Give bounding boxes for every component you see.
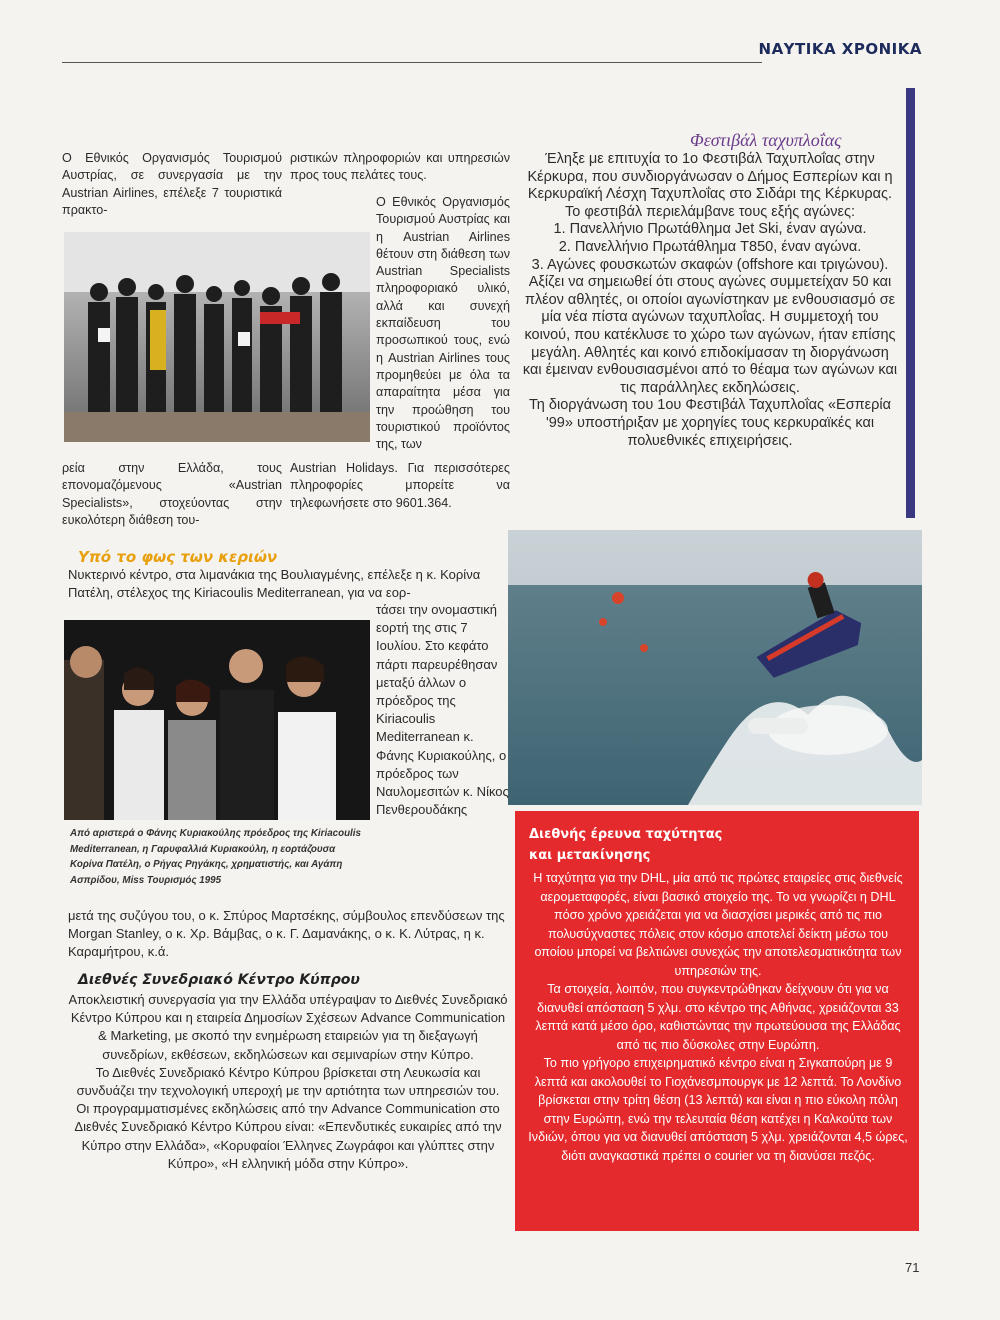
magazine-title: ΝΑΥΤΙΚΑ ΧΡΟΝΙΚΑ [758,40,922,58]
dhl-title-line2: και μετακίνησης [529,848,651,863]
dhl-p1: Η ταχύτητα για την DHL, μία από τις πρώτες εταιρείες στις διεθνείς αερομεταφορές, είναι βασικό στοιχείο της. Το να γνωρίζει η DHL πόσο χρόνο χρειάζεται για να διασχίσει μερικές από τις πιο πολυσύχναστες πόλεις στον κόσμο αποτελεί δείκτη μέσω του οποίου μπορεί να βελτιώνει συνεχώς την αποτελεσματικότητα των υπηρεσιών της. [533,871,903,978]
cyprus-p3: Οι προγραμματισμένες εκδηλώσεις από την Advance Communication στο Διεθνές Συνεδριακό Κέντρο Κύπρου είναι: «Επενδυτικές ευκαιρίες από την Κύπρο στην Ελλάδα», «Κορυφαίοι Έλληνες Ζωγράφοι και γλύπτες στην Κύπρο», «Η ελληνική μόδα στην Κύπρο». [74,1101,502,1171]
festival-p3: Αξίζει να σημειωθεί ότι στους αγώνες συμμετείχαν 50 και πλέον αθλητές, οι οποίοι αγωνίστηκαν με ενθουσιασμό σε μία νέα πίστα αγώνων ταχυπλοΐας. Η συμμετοχή του κοινού, που κατέκλυσε το χώρο των αγώνων, ήταν επίσης μεγάλη. Αθλητές και κοινό επιδοκίμασαν τη διοργάνωση και έμειναν ενθουσιασμένοι από το θέαμα των αγώνων και τις παράλληλες εκδηλώσεις. [522,274,898,396]
austrian-group-photo [64,232,370,442]
jetski-photo [508,530,922,805]
kerion-tail: μετά της συζύγου του, ο κ. Σπύρος Μαρτσέκης, σύμβουλος επενδύσεων της Morgan Stanley, ο κ. Χρ. Βάμβας, ο κ. Γ. Δαμανάκης, ο κ. Κ. Λύτρας, η κ. Καραμήτρου, κ.ά. [68,908,505,960]
festival-item-3: 3. Αγώνες φουσκωτών σκαφών (offshore και τριγώνου). [531,256,889,273]
festival-item-1: 1. Πανελλήνιο Πρωτάθλημα Jet Ski, έναν αγώνα. [553,221,867,238]
austrian-col2-bottom: Austrian Holidays. Για περισσότερες πληροφορίες μπορείτε να τηλεφωνήσετε στο 9601.364. [290,461,510,510]
party-photo [64,620,370,820]
dhl-p2: Τα στοιχεία, λοιπόν, που συγκεντρώθηκαν δείχνουν ότι για να διανυθεί απόσταση 5 χλμ. στο κέντρο της Αθήνας, χρειάζονται 33 λεπτά κατά μέσο όρο, καθιστώντας την πρωτεύουσα της Ελλάδας από τις πιο δύσκολες στην Ευρώπη. [535,982,901,1052]
header-rule [62,62,762,63]
cyprus-p2: Το Διεθνές Συνεδριακό Κέντρο Κύπρου βρίσκεται στη Λευκωσία και συνδυάζει την τεχνολογική υπεροχή με την αρτιότητα των υπηρεσιών του. [76,1064,500,1099]
kerion-intro: Νυκτερινό κέντρο, στα λιμανάκια της Βουλιαγμένης, επέλεξε η κ. Κορίνα Πατέλη, στέλεχος της Kiriacoulis Mediterranean, για να εορ- [68,567,481,601]
festival-p1: Έληξε με επιτυχία το 1ο Φεστιβάλ Ταχυπλοΐας στην Κέρκυρα, που συνδιοργάνωσαν ο Δήμος Εσπερίων και η Κερκυραϊκή Λέσχη Ταχυπλοΐας στο Σιδάρι της Κέρκυρας. [527,151,893,203]
dhl-body [527,869,909,1165]
austrian-col1-bottom: ρεία στην Ελλάδα, τους επονομαζόμενους «Austrian Specialists», στοχεύοντας στην ευκολότερη διάθεση του- [62,461,282,527]
festival-item-2: 2. Πανελλήνιο Πρωτάθλημα T850, έναν αγώνα. [558,238,862,255]
festival-p4: Τη διοργάνωση του 1ου Φεστιβάλ Ταχυπλοΐας «Εσπερία '99» υποστήριξαν με χορηγίες τους κερκυραϊκές και πολυεθνικές επιχειρήσεις. [529,397,891,449]
austrian-col2-top: ριστικών πληροφοριών και υπηρεσιών προς τους πελάτες τους. [290,151,510,183]
dhl-box [515,811,919,1231]
kerion-side: τάσει την ονομαστική εορτή της στις 7 Ιουλίου. Στο κεφάτο πάρτι παρευρέθησαν μεταξύ άλλων ο πρόεδρος της Kiriacoulis Mediterranean κ. Φάνης Κυριακούλης, ο πρόεδρος των Ναυλομεσιτών κ. Νίκος Πενθερουδάκης [376,602,509,818]
kerion-title: Υπό το φως των κεριών [78,548,278,566]
page-number: 71 [905,1260,920,1275]
cyprus-p1: Αποκλειστική συνεργασία για την Ελλάδα υπέγραψαν το Διεθνές Συνεδριακό Κέντρο Κύπρου και η εταιρεία Δημοσίων Σχέσεων Advance Communication & Marketing, με σκοπό την ενημέρωση εταιρειών για τη διεξαγωγή συνεδρίων, εκθέσεων, εκδηλώσεων και σεμιναρίων στην Κύπρο. [68,992,508,1062]
cyprus-title: Διεθνές Συνεδριακό Κέντρο Κύπρου [78,972,360,988]
dhl-title-line1: Διεθνής έρευνα ταχύτητας [529,827,723,842]
accent-bar [906,88,915,518]
austrian-col1-top: Ο Εθνικός Οργανισμός Τουρισμού Αυστρίας, σε συνεργασία με την Austrian Airlines, επέλεξε 7 τουριστικά πρακτο- [62,151,282,217]
festival-p2: Το φεστιβάλ περιελάμβανε τους εξής αγώνες: [564,203,855,220]
dhl-p3: Το πιο γρήγορο επιχειρηματικό κέντρο είναι η Σιγκαπούρη με 9 λεπτά και ακολουθεί το Γιοχάνεσμπουργκ με 12 λεπτά. Το Λονδίνο βρίσκεται στην τρίτη θέση (13 λεπτά) και είναι η πιο εύκολη πόλη στην Ευρώπη, ενώ την τελευταία θέση κατέχει η Καλκούτα των Ινδιών, όπου για να διανυθεί απόσταση 5 χλμ. χρειάζονται 4,5 ώρες, διότι αναγκαστικά πρέπει ο courier να τη διανύσει πεζός. [528,1056,908,1163]
festival-title: Φεστιβάλ ταχυπλοΐας [690,130,842,150]
festival-body [520,151,900,450]
austrian-col2-mid: Ο Εθνικός Οργανισμός Τουρισμού Αυστρίας και η Austrian Airlines θέτουν στη διάθεση των Austrian Specialists πληροφοριακό υλικό, αλλά και συνεχή εκπαίδευση του προσωπικού τους, ενώ η Austrian Airlines τους προμηθεύει με όλα τα απαραίτητα μέσα για την προώθηση του τουριστικού προϊόντος της, των [376,195,510,452]
party-photo-caption: Από αριστερά ο Φάνης Κυριακούλης πρόεδρος της Kiriacoulis Mediterranean, η Γαρυφαλλιά Κυριακούλη, η εορτάζουσα Κορίνα Πατέλη, ο Ρήγας Ρηγάκης, χρηματιστής, και Αγάπη Ασπρίδου, Miss Τουρισμός 1995 [70,828,361,886]
cyprus-body [68,991,508,1173]
dhl-title [529,824,722,866]
